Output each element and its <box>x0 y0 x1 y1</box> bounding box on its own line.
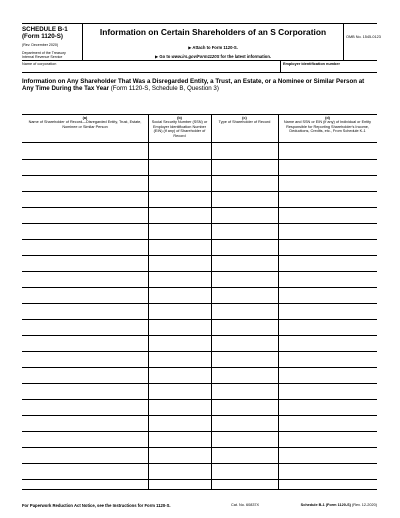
section-title-bold: Information on Any Shareholder That Was a Disregarded Entity, a Trust, an Estate, or a Nominee or Similar Person at Any Time During the Tax Year <box>22 78 365 93</box>
table-row-line <box>22 303 377 304</box>
form-reference-revision: (Rev. 12-2020) <box>350 503 377 507</box>
table-row-line <box>22 239 377 240</box>
table-row-line <box>22 431 377 432</box>
form-reference <box>301 503 377 507</box>
irs-link[interactable]: www.irs.gov/Form1120S <box>171 54 220 59</box>
column-header-c <box>211 115 278 143</box>
paperwork-notice: For Paperwork Reduction Act Notice, see the Instructions for Form 1120-S. <box>22 503 171 508</box>
form-id-block <box>22 24 83 61</box>
table-row-line <box>22 319 377 320</box>
table-row-line <box>22 271 377 272</box>
catalog-number: Cat. No. 60837X <box>231 503 260 507</box>
table-rows <box>22 143 377 491</box>
table-row-line <box>22 287 377 288</box>
form-number: SCHEDULE B-1 <box>22 26 68 33</box>
column-letter-b: (b) <box>177 116 182 120</box>
column-letter-c: (c) <box>242 116 247 120</box>
omb-number: OMB No. 1545-0123 <box>346 35 381 39</box>
shareholder-table <box>22 114 377 490</box>
section-title <box>22 78 377 92</box>
section-title-reference: (Form 1120-S, Schedule B, Question 3) <box>109 85 219 93</box>
omb-block <box>343 24 381 61</box>
table-row-line <box>22 351 377 352</box>
column-header-d <box>278 115 377 143</box>
form-id <box>22 24 82 40</box>
table-row-line <box>22 335 377 336</box>
ein-field[interactable] <box>280 61 377 73</box>
ein-label: Employer identification number <box>283 62 340 66</box>
table-row-line <box>22 479 377 480</box>
goto-suffix: for the latest information. <box>219 54 272 59</box>
column-text-b: Social Security Number (SSN) or Employer Identification Number (EIN) (if any) of Shareholder of Record <box>151 120 208 138</box>
form-parent: (Form 1120-S) <box>22 33 63 40</box>
table-row-line <box>22 207 377 208</box>
form-page <box>22 23 381 508</box>
table-row-line <box>22 367 377 368</box>
table-row-line <box>22 447 377 448</box>
table-row-line <box>22 463 377 464</box>
form-header <box>22 23 381 60</box>
column-header-a <box>22 115 148 143</box>
corporation-name-label: Name of corporation <box>22 62 57 66</box>
revision-date: (Rev. December 2020) <box>22 43 59 47</box>
form-reference-name: Schedule B-1 (Form 1120-S) <box>300 503 351 507</box>
name-row <box>22 60 377 73</box>
form-title: Information on Certain Shareholders of an S Corporation <box>99 27 327 37</box>
table-row-line <box>22 159 377 160</box>
department <box>22 51 82 59</box>
table-row-line <box>22 223 377 224</box>
column-letter-a: (a) <box>82 116 88 120</box>
form-footer <box>22 503 377 513</box>
column-text-a: Name of Shareholder of Record—Disregarded Entity, Trust, Estate, Nominee or Similar Person <box>28 120 142 129</box>
table-row-line <box>22 383 377 384</box>
goto-instruction <box>83 54 343 59</box>
attach-instruction: ▶ Attach to Form 1120-S. <box>188 45 238 50</box>
column-letter-d: (d) <box>325 116 330 120</box>
table-row-line <box>22 399 377 400</box>
section-heading <box>22 78 377 92</box>
table-row-line <box>22 255 377 256</box>
column-headers <box>22 115 377 143</box>
department-line-2: Internal Revenue Service <box>22 55 63 60</box>
table-row-line <box>22 191 377 192</box>
column-header-b <box>148 115 211 143</box>
column-text-d: Name and SSN or EIN (if any) of Individual or Entity Responsible for Reporting Shareholder's Income, Deductions, Credits, etc., From Schedule K-1 <box>283 120 372 134</box>
department-line-1: Department of the Treasury <box>22 51 66 55</box>
column-text-c: Type of Shareholder of Record <box>218 120 271 125</box>
table-row-line <box>22 175 377 176</box>
goto-prefix: ▶ Go to <box>154 54 172 59</box>
title-block <box>83 24 343 61</box>
table-row-line <box>22 415 377 416</box>
